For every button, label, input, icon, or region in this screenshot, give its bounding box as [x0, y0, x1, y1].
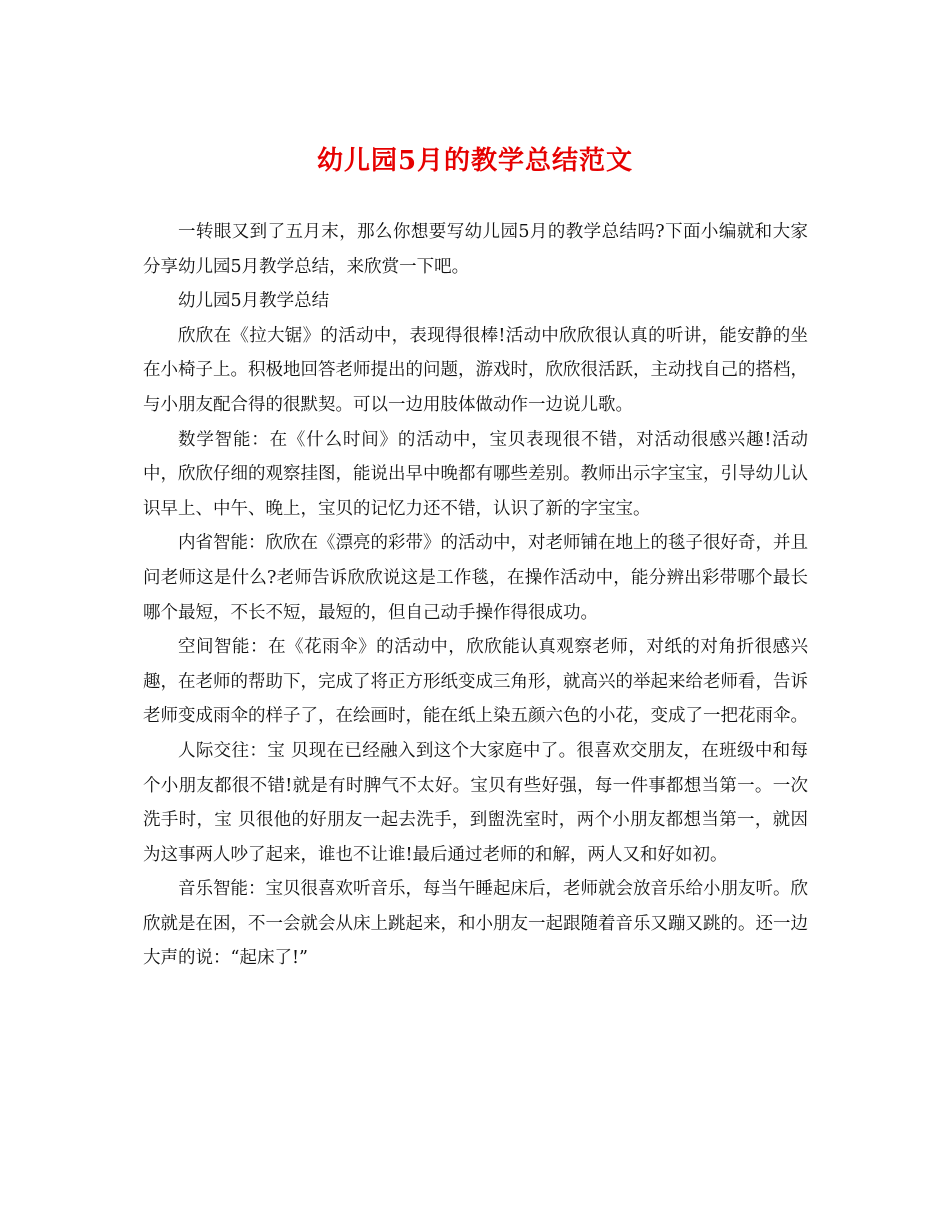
page-title: 幼儿园5月的教学总结范文	[316, 146, 634, 176]
paragraph-interpersonal: 人际交往：宝 贝现在已经融入到这个大家庭中了。很喜欢交朋友，在班级中和每个小朋友都很不错!就是有时脾气不太好。宝贝有些好强，每一件事都想当第一。一次洗手时，宝 贝很他的好朋友一起去洗手，到盥洗室时，两个小朋友都想当第一，就因为这事两人吵了起来，谁也不让谁!最后通过老师的和解，两人又和好如初。	[143, 740, 808, 865]
paragraph-introspective-intelligence: 内省智能：欣欣在《漂亮的彩带》的活动中，对老师铺在地上的毯子很好奇，并且问老师这是什么?老师告诉欣欣说这是工作毯，在操作活动中，能分辨出彩带哪个最长哪个最短，不长不短，最短的，但自己动手操作得很成功。	[143, 533, 808, 623]
paragraph-la-da-ju: 欣欣在《拉大锯》的活动中，表现得很棒!活动中欣欣很认真的听讲，能安静的坐在小椅子上。积极地回答老师提出的问题，游戏时，欣欣很活跃，主动找自己的搭档，与小朋友配合得的很默契。可以一边用肢体做动作一边说儿歌。	[143, 325, 808, 415]
paragraph-subheading: 幼儿园5月教学总结	[178, 291, 330, 312]
paragraph-spatial-intelligence: 空间智能：在《花雨伞》的活动中，欣欣能认真观察老师，对纸的对角折很感兴趣，在老师的帮助下，完成了将正方形纸变成三角形，就高兴的举起来给老师看，告诉老师变成雨伞的样子了，在绘画时，能在纸上染五颜六色的小花，变成了一把花雨伞。	[143, 637, 808, 727]
paragraph-math-intelligence: 数学智能：在《什么时间》的活动中，宝贝表现很不错，对活动很感兴趣!活动中，欣欣仔细的观察挂图，能说出早中晚都有哪些差别。教师出示字宝宝，引导幼儿认识早上、中午、晚上，宝贝的记忆力还不错，认识了新的字宝宝。	[143, 429, 808, 519]
document-body	[143, 215, 808, 976]
paragraph-music-intelligence: 音乐智能：宝贝很喜欢听音乐，每当午睡起床后，老师就会放音乐给小朋友听。欣欣就是在困，不一会就会从床上跳起来，和小朋友一起跟随着音乐又蹦又跳的。还一边大声的说：“起床了!”	[143, 879, 808, 969]
paragraph-intro: 一转眼又到了五月末，那么你想要写幼儿园5月的教学总结吗?下面小编就和大家分享幼儿园5月教学总结，来欣赏一下吧。	[143, 222, 808, 277]
